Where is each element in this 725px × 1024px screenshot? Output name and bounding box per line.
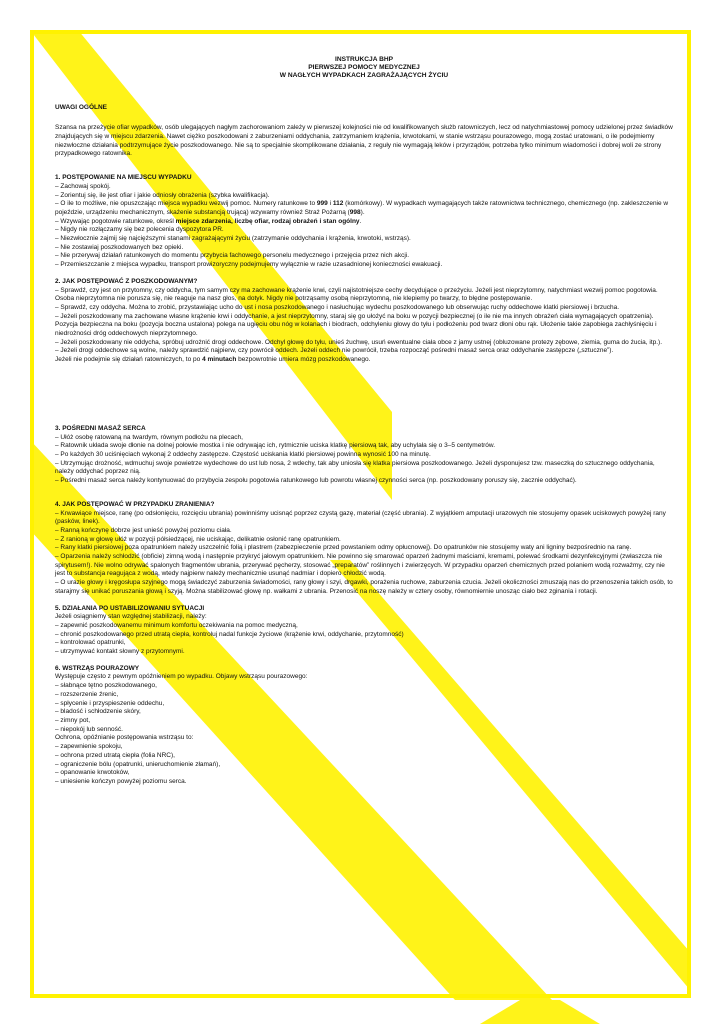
section-heading-6: 6. WSTRZĄS POURAZOWY — [55, 664, 140, 672]
instruction-document — [55, 56, 673, 787]
s1-line: – Zachowaj spokój. — [55, 182, 111, 190]
s4-line: – Z ranioną w głowę ułóż w pozycji półsiedzącej, nie uciskając, delikatnie osłonić ranę opatrunkiem. — [55, 535, 341, 543]
s6-line: – ograniczenie bólu (opatrunki, unieruchomienie złamań), — [55, 760, 221, 768]
number-998: 998 — [349, 208, 361, 216]
section-heading-4: 4. JAK POSTĘPOWAĆ W PRZYPADKU ZRANIENIA? — [55, 500, 215, 508]
s5-line: – zapewnić poszkodowanemu minimum komfortu oczekiwania na pomoc medyczną, — [55, 621, 298, 629]
title-line-2: PIERWSZEJ POMOCY MEDYCZNEJ — [308, 64, 420, 72]
s1-line: – Nie zostawiaj poszkodowanych bez opieki. — [55, 243, 184, 251]
s2-line: – Jeżeli poszkodowany ma zachowane własne krążenie krwi i oddychanie, a jest nieprzytomny, staraj się go ułożyć na boku w pozycji bezpiecznej (o ile nie ma innych obrażeń ciała wymagających opatrzenia). — [55, 312, 654, 320]
s1-line: – Wzywając pogotowie ratunkowe, określ miejsce zdarzenia, liczbę ofiar, rodzaj obrażeń i stan ogólny. — [55, 217, 362, 225]
s4-line: – Oparzenia należy schłodzić (obficie) zimną wodą i następnie przykryć jałowym opatrunkiem. Nie powinno się smarować oparzeń żadnymi maściami, kremami, polewać środkami dezynfekcyjnymi (zwłaszcza nie spirytusem!). Nie wolno odrywać spalonych fragmentów ubrania, przerywać pęcherzy, stosować „preparatów” roślinnych i zwierzęcych. W przypadku oparzeń chemicznych przed polaniem wodą rozważmy, czy nie jest to substancja reagująca z wodą, wtedy najpierw należy mechanicznie usunąć nadmiar i dopiero chłodzić wodą. — [55, 553, 665, 578]
uwagi-text: Szansa na przeżycie ofiar wypadków, osób ulegających nagłym zachorowaniom zależy w pierwszej kolejności nie od kwalifikowanych służb ratowniczych, lecz od natychmiastowej pomocy udzielonej przez świadków znajdujących się w miejscu zdarzenia. Nawet ciężko poszkodowani z zaburzeniami oddychania, zatrzymaniem krążenia, krwotokami, w stanie wstrząsu pourazowego, mogą zostać uratowani, o ile podejmiemy niezwłoczne działania podtrzymujące życie poszkodowanego. Nie są to specjalnie skomplikowane działania, z reguły nie wymagają leków i przyrządów, potrzeba tylko minimum wiadomości i dobrej woli ze strony przypadkowego ratownika. — [55, 124, 673, 158]
s3-line: – Po każdych 30 uciśnięciach wykonaj 2 oddechy zastępcze. Częstość uciskania klatki piersiowej powinna wynosić 100 na minutę. — [55, 451, 431, 458]
s6-line: – spłycenie i przyspieszenie oddechu, — [55, 699, 165, 707]
s2-line: – Sprawdź, czy oddycha. Można to zrobić, przystawiając ucho do ust i nosa poszkodowanego i nasłuchując wydechu poszkodowanego lub obserwując ruchy oddechowe klatki piersiowej i brzucha. — [55, 303, 620, 311]
s5-line: – kontrolować opatrunki, — [55, 639, 126, 647]
s6-line: Ochrona, opóźnianie postępowania wstrząsu to: — [55, 734, 194, 742]
s2-line: – Jeżeli poszkodowany nie oddycha, spróbuj udrożnić drogi oddechowe. Odchyl głowę do tyłu, unieś żuchwę, usuń ewentualne ciała obce z jamy ustnej (obluzowane protezy zębowe, ziemia, guma do żucia, itp.). — [55, 338, 663, 346]
section-heading-5: 5. DZIAŁANIA PO USTABILIZOWANIU SYTUACJI — [55, 604, 205, 612]
number-999: 999 — [316, 200, 328, 208]
s6-line: – rozszerzenie źrenic, — [55, 690, 119, 698]
s1-line: – Przemieszczanie z miejsca wypadku, transport prowizoryczny podejmujemy wyłącznie w razie uzasadnionej konieczności ewakuacji. — [55, 261, 443, 269]
section-heading-2: 2. JAK POSTĘPOWAĆ Z POSZKODOWANYM? — [55, 277, 198, 285]
s6-line: Występuje często z pewnym opóźnieniem po wypadku. Objawy wstrząsu pourazowego: — [55, 673, 308, 681]
s6-line: – opanowanie krwotoków, — [55, 769, 130, 777]
stripe-4 — [480, 1000, 600, 1024]
s1-line: – Niezwłocznie zajmij się najcięższymi stanami zagrażającymi życiu (zatrzymanie oddychania i krążenia, krwotoki, wstrząs). — [55, 235, 411, 243]
s6-line: – niepokój lub senność. — [55, 725, 123, 733]
s2-line: – Sprawdź, czy jest on przytomny, czy oddycha, tym samym czy ma zachowane krążenie krwi, czyli najistotniejsze cechy decydujące o przeżyciu. Jeżeli jest nieprzytomny, natychmiast wezwij pomoc pogotowia. Osoba nieprzytomna nie porusza się, nie reaguje na nasz głos, na dotyk. Nigdy nie potrząsamy osobą nieprzytomną, nie klepiemy po twarzy, to błędne postępowanie. — [55, 286, 658, 303]
s6-line: – uniesienie kończyn powyżej poziomu serca. — [55, 777, 187, 785]
s4-line: – Krwawiące miejsce, ranę (po odsłonięciu, rozcięciu ubrania) powinniśmy ucisnąć poprzez czystą gazę, materiał (część ubrania). Z wyjątkiem amputacji urazowych nie stosujemy opasek uciskowych powyżej rany (pasków, linek). — [55, 509, 666, 526]
s4-line: – O urazie głowy i kręgosłupa szyjnego mogą świadczyć zaburzenia świadomości, rany głowy i szyi, drgawki, porażenia ruchowe, zaburzenia czucia. Jeżeli okoliczności zmuszają nas do przenoszenia takich osób, to starajmy się unikać poruszania głową i szyją. Można stabilizować głowę np. wałkami z ubrania. Przenosić na noszę należy w cztery osoby, równomiernie unosząc ciało bez zginania i rotacji. — [55, 579, 673, 595]
s6-line: – zapewnienie spokoju, — [55, 743, 123, 751]
s4-line: – Ranną kończynę dobrze jest unieść powyżej poziomu ciała. — [55, 526, 232, 534]
s2-line: Jeżeli nie podejmie się działań ratowniczych, to po 4 minutach bezpowrotnie umiera mózg poszkodowanego. — [55, 356, 371, 364]
s3-line: – Utrzymując drożność, wdmuchuj swoje powietrze wydechowe do ust lub nosa, 2 wdechy, tak aby uniosła się klatka piersiowa poszkodowanego. Jeżeli dysponujesz tzw. maseczką do sztucznego oddychania, należy oddychać poprzez nią. — [55, 459, 655, 476]
s2-line: Pozycja bezpieczna na boku (pozycja boczna ustalona) polega na ugięciu obu nóg w kolanach i biodrach, odchyleniu głowy do tyłu i podłożeniu pod twarz dłoni obu rąk. Ułożenie takie zapobiega zachłyśnięciu i niedrożności dróg oddechowych nieprzytomnego. — [55, 321, 657, 338]
s6-line: – bladość i schłodzenie skóry, — [55, 708, 141, 716]
s5-line: – utrzymywać kontakt słowny z przytomnymi. — [55, 648, 185, 656]
title-line-1: INSTRUKCJA BHP — [334, 56, 393, 63]
s6-line: – ochrona przed utratą ciepła (folia NRC), — [55, 751, 175, 759]
s2-line: – Jeżeli drogi oddechowe są wolne, należy sprawdzić najpierw, czy powrócił oddech. Jeżeli oddech nie powrócił, trzeba rozpocząć pośredni masaż serca oraz oddychanie zastępcze („sztuczne”). — [55, 347, 614, 355]
s3-line: – Ratownik układa swoje dłonie na dolnej połowie mostka i nie odrywając ich, rytmicznie uciska klatkę piersiową tak, aby uchylała się o 3–5 centymetrów. — [55, 442, 496, 450]
s5-line: – chronić poszkodowanego przed utratą ciepła, kontroluj nadal funkcje życiowe (krążenie krwi, oddychanie, przytomność) — [55, 630, 404, 638]
s5-line: Jeżeli osiągniemy stan względnej stabilizacji, należy: — [55, 613, 207, 621]
section-heading-uwagi: UWAGI OGÓLNE — [55, 103, 107, 111]
document-title — [55, 56, 673, 81]
s4-line: – Rany klatki piersiowej poza opatrunkiem należy uszczelnić folią i plastrem (zabezpieczenie przed powstaniem odmy opłucnowej). Do opatrunków nie stosujemy waty ani ligniny bezpośrednio na ranę. — [55, 544, 632, 552]
s1-line: – Nigdy nie rozłączamy się bez polecenia dyspozytora PR. — [55, 226, 224, 234]
s6-line: – zimny pot, — [55, 716, 91, 724]
s3-line: – Pośredni masaż serca należy kontynuować do przybycia zespołu pogotowia ratunkowego lub powrotu własnej czynności serca (np. poszkodowany poruszy się, zacznie oddychać). — [55, 477, 577, 485]
s6-line: – słabnące tętno poszkodowanego, — [55, 682, 157, 690]
s1-line: – Zorientuj się, ile jest ofiar i jakie odniosły obrażenia (szybka kwalifikacja). — [55, 191, 270, 199]
title-line-3: W NAGŁYCH WYPADKACH ZAGRAŻAJĄCYCH ŻYCIU — [279, 72, 449, 80]
s1-line-emergency-numbers: – O ile to możliwe, nie opuszczając miejsca wypadku wezwij pomoc. Numery ratunkowe to 999 i 112 (komórkowy). W wypadkach wymagających także ratownictwa technicznego, chemicznego (np. zakleszczenie w pojeździe, urządzeniu mechanicznym, skażenie substancją trującą) wzywamy również Straż Pożarną (998). — [55, 200, 669, 216]
s3-line: – Ułóż osobę ratowaną na twardym, równym podłożu na plecach, — [55, 433, 243, 441]
number-112: 112 — [332, 200, 344, 208]
section-heading-3: 3. POŚREDNI MASAŻ SERCA — [55, 424, 146, 432]
section-heading-1: 1. POSTĘPOWANIE NA MIEJSCU WYPADKU — [55, 174, 192, 182]
s1-line: – Nie przerywaj działań ratunkowych do momentu przybycia fachowego personelu medycznego i przejęcia przez nich akcji. — [55, 252, 410, 260]
